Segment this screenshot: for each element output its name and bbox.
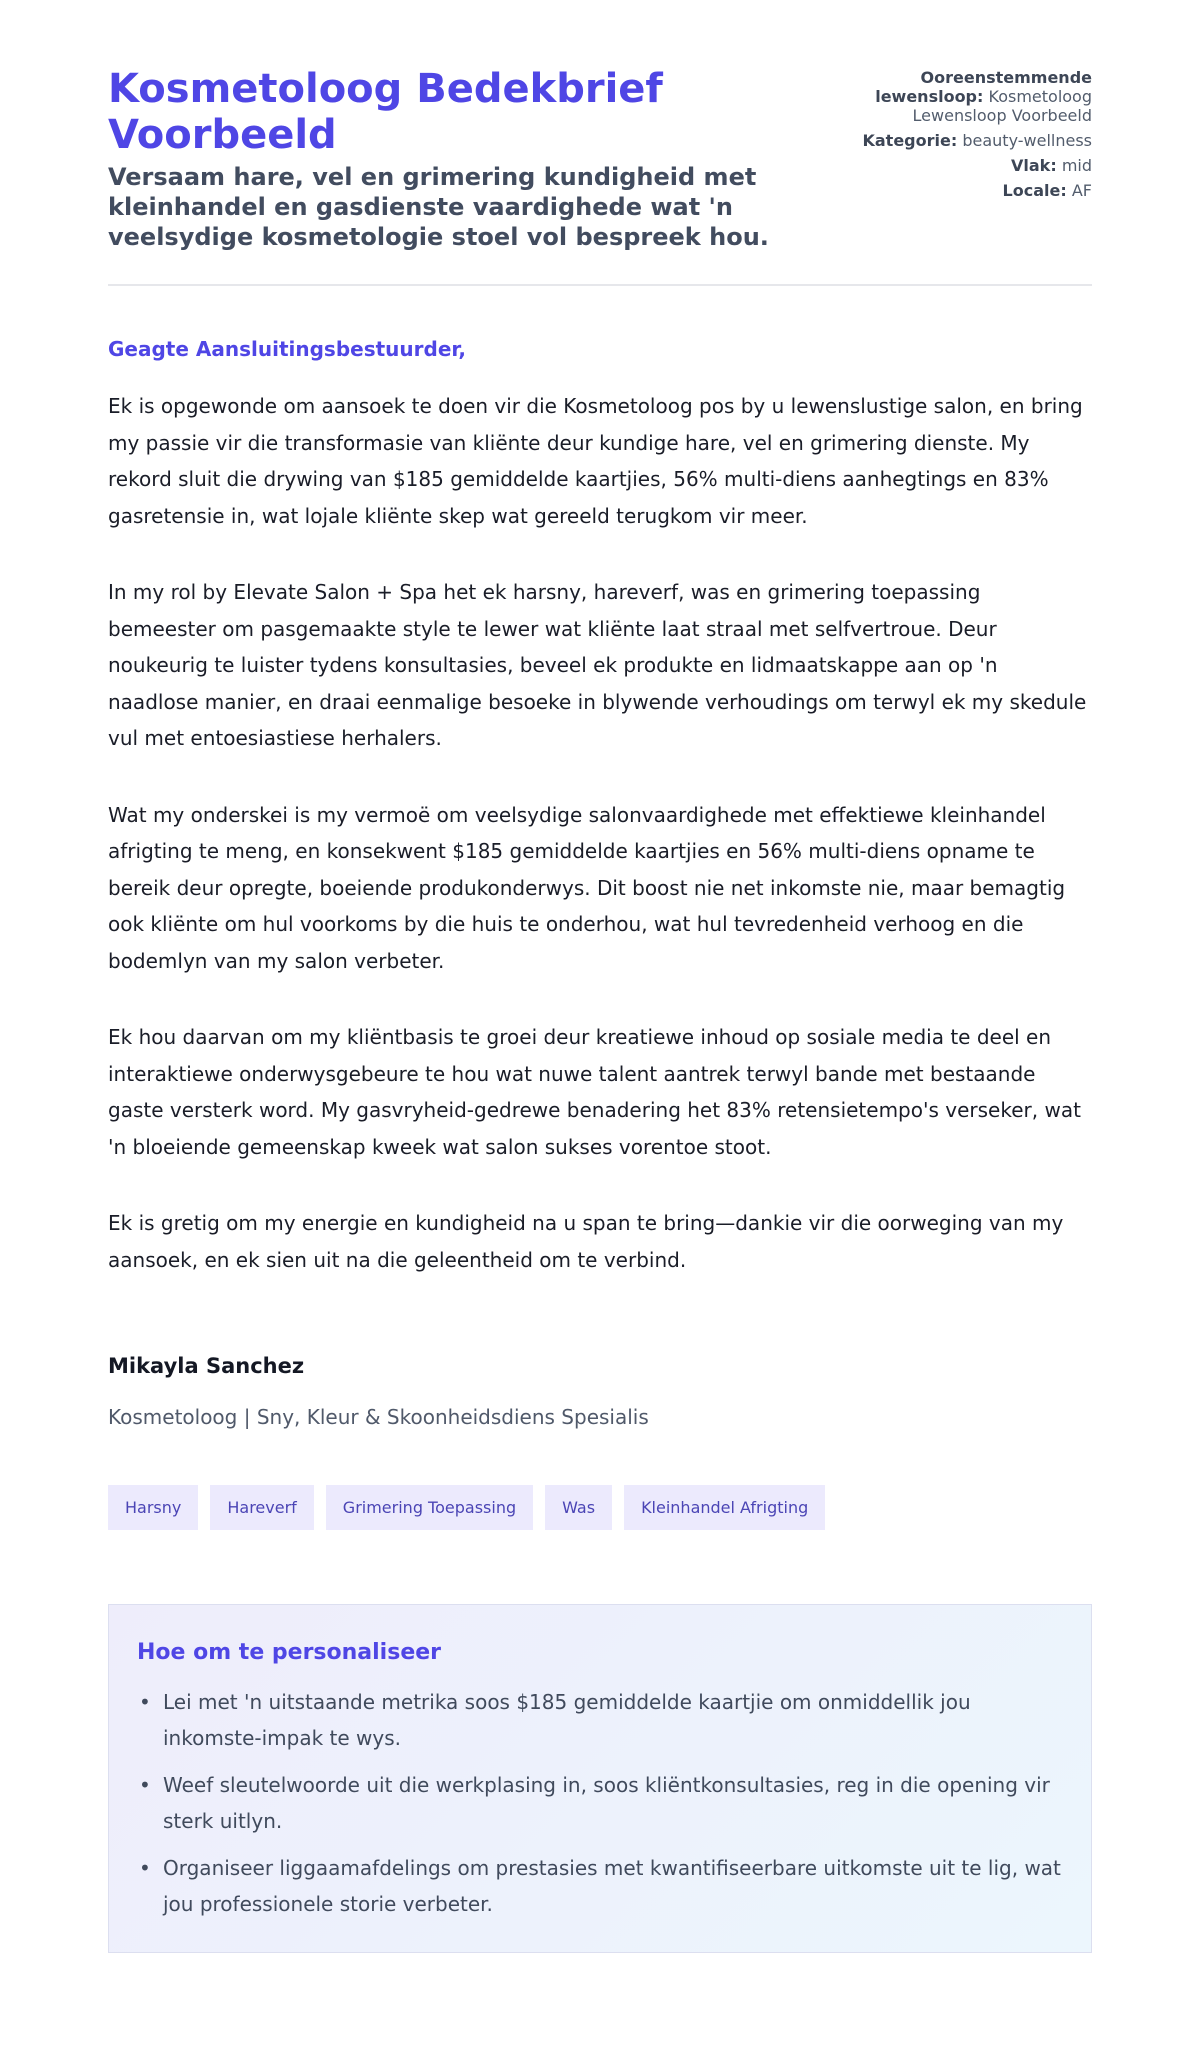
meta-value: AF: [1071, 181, 1092, 200]
page-title: Kosmetoloog Bedekbrief Voorbeeld: [108, 66, 663, 158]
meta-label: Locale:: [1002, 181, 1067, 200]
meta-category: [862, 131, 1092, 150]
meta-value: Kosmetoloog Lewensloop Voorbeeld: [912, 87, 1092, 125]
letter-body: [108, 286, 1092, 1953]
tip-text: Lei met 'n uitstaande metrika soos $185 gemiddelde kaartjie om onmiddellik jou inkomste-impak te wys.: [163, 1690, 971, 1750]
signature-block: [108, 1352, 1092, 1431]
document-meta: [862, 68, 1092, 206]
skill-tag: Was: [545, 1485, 612, 1530]
salutation: Geagte Aansluitingsbestuurder,: [108, 337, 466, 361]
header-titles: [108, 66, 828, 252]
meta-level: [862, 156, 1092, 175]
letter-paragraph: Wat my onderskei is my vermoë om veelsydige salonvaardighede met effektiewe kleinhandel afrigting te meng, en konsekwent $185 gemiddelde kaartjies en 56% multi-diens opname te bereik deur opregte, boeiende produkonderwys. Dit boost nie net inkomste nie, maar bemagtig ook kliënte om hul voorkoms by die huis te onderhou, wat hul tevredenheid verhoog en die bodemlyn van my salon verbeter.: [108, 802, 1066, 973]
meta-label: Vlak:: [1011, 156, 1057, 175]
skill-tag: Kleinhandel Afrigting: [624, 1485, 825, 1530]
meta-label: Kategorie:: [862, 131, 958, 150]
tip-text: Weef sleutelwoorde uit die werkplasing in, soos kliëntkonsultasies, reg in die opening vir sterk uitlyn.: [163, 1773, 1050, 1833]
tip-item: [137, 1851, 1063, 1922]
skill-tags: [108, 1485, 1092, 1530]
meta-locale: [862, 181, 1092, 200]
letter-paragraph: Ek hou daarvan om my kliëntbasis te groei deur kreatiewe inhoud op sosiale media te deel en interaktiewe onderwysgebeure te hou wat nuwe talent aantrek terwyl bande met bestaande gaste versterk word. My gasvryheid-gedrewe benadering het 83% retensietempo's verseker, wat 'n bloeiende gemeenskap kweek wat salon sukses vorentoe stoot.: [108, 1025, 1081, 1159]
bullet-icon: •: [139, 1773, 151, 1797]
tip-text: Organiseer liggaamafdelings om prestasies met kwantifiseerbare uitkomste uit te lig, wat jou professionele storie verbeter.: [163, 1856, 1061, 1916]
tips-title: Hoe om te personaliseer: [137, 1640, 442, 1665]
bullet-icon: •: [139, 1690, 151, 1714]
meta-value: mid: [1061, 156, 1092, 175]
meta-label: Ooreenstemmende lewensloop:: [875, 68, 1092, 106]
meta-matching-resume: [862, 68, 1092, 125]
meta-value: beauty-wellness: [962, 131, 1092, 150]
skill-tag: Harsny: [108, 1485, 198, 1530]
page-subtitle: Versaam hare, vel en grimering kundigheid met kleinhandel en gasdienste vaardighede wat 'n veelsydige kosmetologie stoel vol bespreek hou.: [108, 163, 769, 251]
skill-tag: Hareverf: [210, 1485, 313, 1530]
skill-tag: Grimering Toepassing: [326, 1485, 533, 1530]
tips-list: [137, 1685, 1063, 1922]
signer-name: Mikayla Sanchez: [108, 1354, 305, 1378]
document-header: [108, 66, 1092, 286]
tip-item: [137, 1685, 1063, 1756]
letter-paragraph: Ek is opgewonde om aansoek te doen vir die Kosmetoloog pos by u lewenslustige salon, en bring my passie vir die transformasie van kliënte deur kundige hare, vel en grimering dienste. My rekord sluit die drywing van $185 gemiddelde kaartjies, 56% multi-diens aanhegtings en 83% gasretensie in, wat lojale kliënte skep wat gereeld terugkom vir meer.: [108, 394, 1083, 528]
personalize-tips-box: [108, 1604, 1092, 1953]
tip-item: [137, 1768, 1063, 1839]
signer-title: Kosmetoloog | Sny, Kleur & Skoonheidsdiens Spesialis: [108, 1405, 649, 1429]
letter-paragraph: Ek is gretig om my energie en kundigheid na u span te bring—dankie vir die oorweging van my aansoek, en ek sien uit na die geleentheid om te verbind.: [108, 1211, 1064, 1272]
bullet-icon: •: [139, 1856, 151, 1880]
letter-paragraph: In my rol by Elevate Salon + Spa het ek harsny, hareverf, was en grimering toepassing bemeester om pasgemaakte style te lewer wat kliënte laat straal met selfvertroue. Deur noukeurig te luister tydens konsultasies, beveel ek produkte en lidmaatskappe aan op 'n naadlose manier, en draai eenmalige besoeke in blywende verhoudings om terwyl ek my skedule vul met entoesiastiese herhalers.: [108, 580, 1087, 750]
